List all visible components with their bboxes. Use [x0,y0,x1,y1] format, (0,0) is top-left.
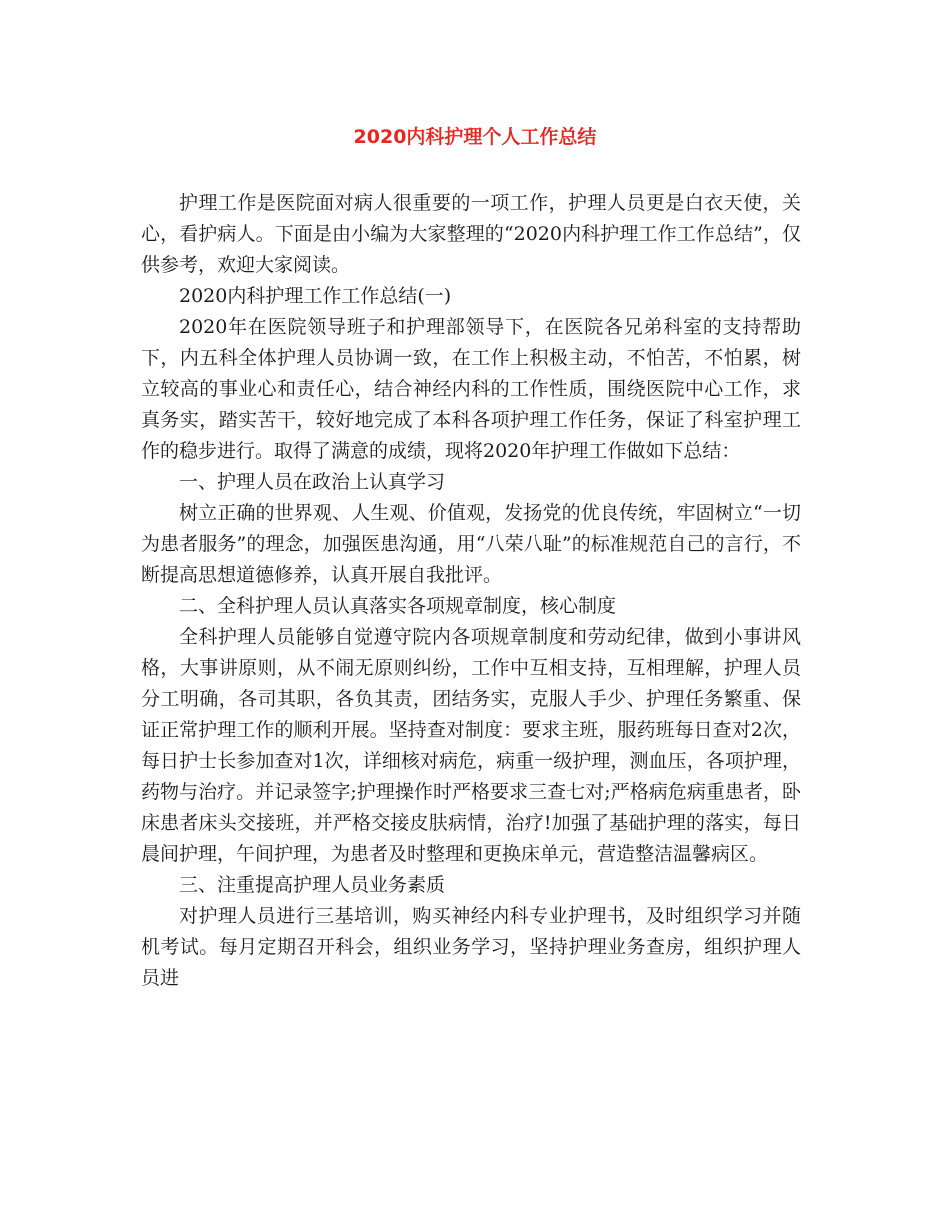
section-title: 2020内科护理工作工作总结(一) [179,285,452,307]
body-paragraph: 全科护理人员能够自觉遵守院内各项规章制度和劳动纪律，做到小事讲风格，大事讲原则，从不闹无原则纠纷，工作中互相支持，互相理解，护理人员分工明确，各司其职，各负其责，团结务实，克服人手少、护理任务繁重、保证正常护理工作的顺利开展。坚持查对制度：要求主班，服药班每日查对2次，每日护士长参加查对1次，详细核对病危，病重一级护理，测血压，各项护理，药物与治疗。并记录签字;护理操作时严格要求三查七对;严格病危病重患者，卧床患者床头交接班，并严格交接皮肤病情，治疗!加强了基础护理的落实，每日晨间护理，午间护理，为患者及时整理和更换床单元，营造整洁温馨病区。 [141,626,801,865]
body-paragraph: 树立正确的世界观、人生观、价值观，发扬党的优良传统，牢固树立“一切为患者服务”的理念，加强医患沟通，用“八荣八耻”的标准规范自己的言行，不断提高思想道德修养，认真开展自我批评。 [141,502,801,586]
body-paragraph: 2020年在医院领导班子和护理部领导下，在医院各兄弟科室的支持帮助下，内五科全体护理人员协调一致，在工作上积极主动，不怕苦，不怕累，树立较高的事业心和责任心，结合神经内科的工作性质，围绕医院中心工作，求真务实，踏实苦干，较好地完成了本科各项护理工作任务，保证了科室护理工作的稳步进行。取得了满意的成绩，现将2020年护理工作做如下总结： [141,316,801,462]
document-body [141,188,801,994]
subheading-quality: 三、注重提高护理人员业务素质 [179,874,446,896]
intro-paragraph: 护理工作是医院面对病人很重要的一项工作，护理人员更是白衣天使，关心，看护病人。下面是由小编为大家整理的“2020内科护理工作工作总结”，仅供参考，欢迎大家阅读。 [141,192,801,276]
subheading-rules: 二、全科护理人员认真落实各项规章制度，核心制度 [179,595,617,617]
body-paragraph: 对护理人员进行三基培训，购买神经内科专业护理书，及时组织学习并随机考试。每月定期召开科会，组织业务学习，坚持护理业务查房，组织护理人员进 [141,905,801,989]
document-title: 2020内科护理个人工作总结 [353,126,597,148]
subheading-politics: 一、护理人员在政治上认真学习 [179,471,446,493]
